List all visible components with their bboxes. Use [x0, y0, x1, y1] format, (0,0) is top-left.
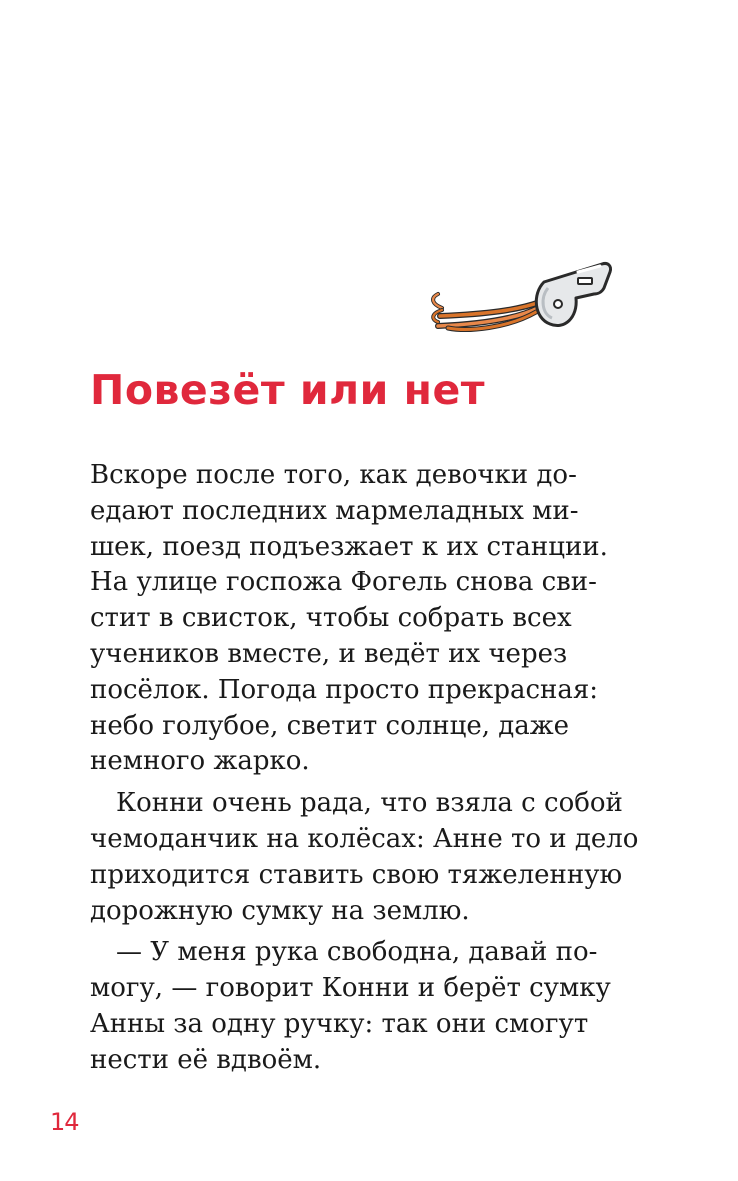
- text-line: небо голубое, светит солнце, даже: [90, 710, 570, 741]
- body-text: [90, 458, 650, 1079]
- text-line: Конни очень рада, что взяла с собой: [116, 788, 623, 819]
- text-line: немного жарко.: [90, 746, 310, 777]
- chapter-title: Повезёт или нет: [90, 366, 486, 414]
- page-number: 14: [50, 1108, 79, 1136]
- text-line: дорожную сумку на землю.: [90, 895, 470, 926]
- text-line: На улице госпожа Фогель снова сви-: [90, 567, 597, 598]
- text-line: едают последних мармеладных ми-: [90, 495, 579, 526]
- text-line: Анны за одну ручку: так они смогут: [90, 1008, 589, 1039]
- text-line: учеников вместе, и ведёт их через: [90, 638, 568, 669]
- paragraph: [90, 935, 650, 1078]
- text-line: могу, — говорит Конни и берёт сумку: [90, 973, 611, 1004]
- text-line: — У меня рука свободна, давай по-: [116, 937, 598, 968]
- paragraph: [90, 786, 650, 929]
- text-line: нести её вдвоём.: [90, 1044, 322, 1075]
- text-line: шек, поезд подъезжает к их станции.: [90, 531, 608, 562]
- paragraph: [90, 458, 650, 780]
- text-line: чемоданчик на колёсах: Анне то и дело: [90, 823, 639, 854]
- whistle-icon: [428, 258, 614, 338]
- text-line: приходится ставить свою тяжеленную: [90, 859, 623, 890]
- text-line: стит в свисток, чтобы собрать всех: [90, 603, 572, 634]
- text-line: посёлок. Погода просто прекрасная:: [90, 674, 599, 705]
- text-line: Вскоре после того, как девочки до-: [90, 460, 577, 490]
